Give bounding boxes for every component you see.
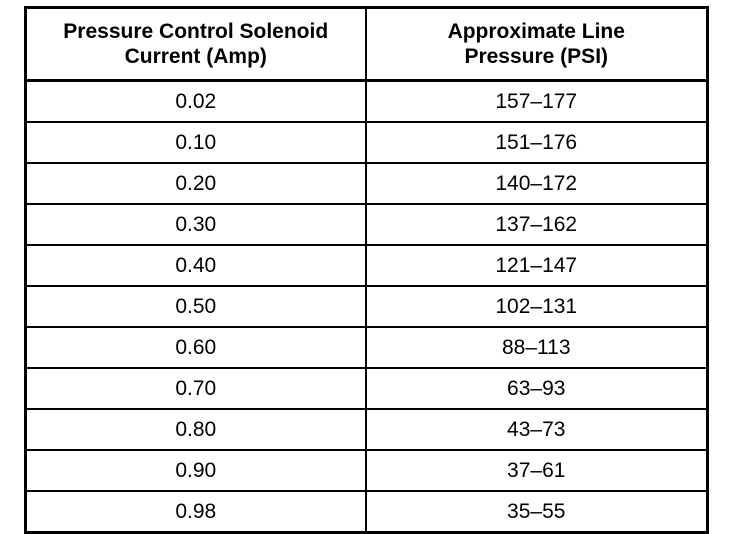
pressure-cell: 151–176 — [366, 122, 708, 163]
table-body — [26, 81, 708, 533]
header-solenoid-current-line1: Pressure Control Solenoid — [63, 20, 329, 43]
table-row — [26, 81, 708, 123]
table-row — [26, 327, 708, 368]
current-cell: 0.60 — [26, 327, 366, 368]
current-cell: 0.10 — [26, 122, 366, 163]
current-cell: 0.98 — [26, 491, 366, 533]
pressure-cell: 121–147 — [366, 245, 708, 286]
table-row — [26, 491, 708, 533]
current-cell: 0.70 — [26, 368, 366, 409]
header-line-pressure-line2: Pressure (PSI) — [464, 45, 609, 68]
table-row — [26, 122, 708, 163]
current-cell: 0.50 — [26, 286, 366, 327]
table-row — [26, 163, 708, 204]
pressure-table — [24, 6, 709, 534]
pressure-cell: 63–93 — [366, 368, 708, 409]
pressure-cell: 43–73 — [366, 409, 708, 450]
pressure-cell: 88–113 — [366, 327, 708, 368]
current-cell: 0.30 — [26, 204, 366, 245]
table-row — [26, 245, 708, 286]
current-cell: 0.40 — [26, 245, 366, 286]
pressure-cell: 35–55 — [366, 491, 708, 533]
current-cell: 0.80 — [26, 409, 366, 450]
header-row — [26, 8, 708, 81]
current-cell: 0.90 — [26, 450, 366, 491]
pressure-cell: 140–172 — [366, 163, 708, 204]
current-cell: 0.02 — [26, 81, 366, 123]
header-solenoid-current-line2: Current (Amp) — [124, 45, 267, 68]
table-row — [26, 409, 708, 450]
current-cell: 0.20 — [26, 163, 366, 204]
header-line-pressure — [366, 8, 708, 81]
table-header — [26, 8, 708, 81]
pressure-cell: 157–177 — [366, 81, 708, 123]
table-row — [26, 204, 708, 245]
pressure-cell: 137–162 — [366, 204, 708, 245]
pressure-table-container — [24, 6, 706, 534]
table-row — [26, 368, 708, 409]
header-line-pressure-line1: Approximate Line — [447, 20, 625, 43]
pressure-cell: 102–131 — [366, 286, 708, 327]
table-row — [26, 286, 708, 327]
table-row — [26, 450, 708, 491]
header-solenoid-current — [26, 8, 366, 81]
pressure-cell: 37–61 — [366, 450, 708, 491]
